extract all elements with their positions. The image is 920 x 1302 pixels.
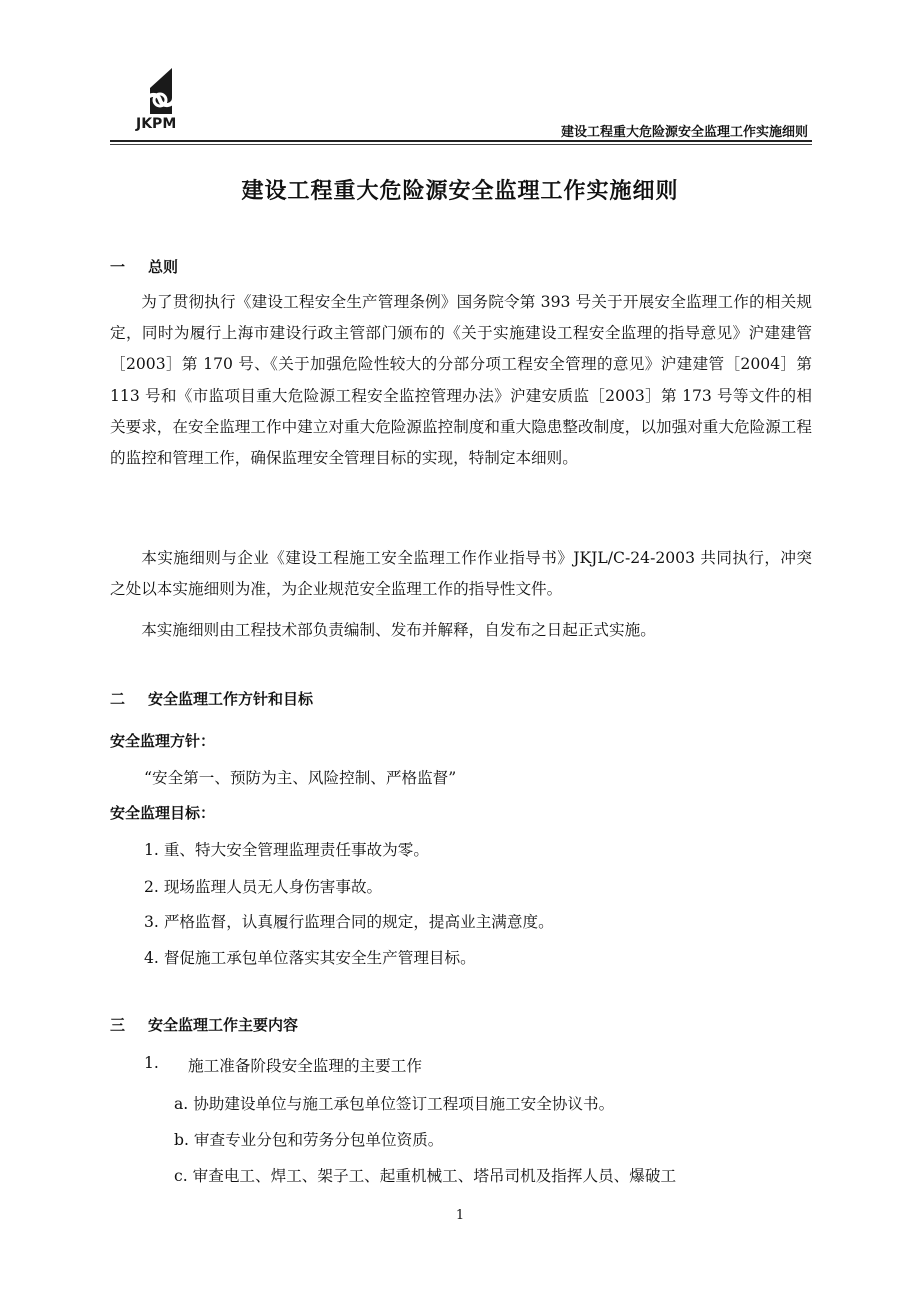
goal-item: 1. 重、特大安全管理监理责任事故为零。 xyxy=(144,841,429,859)
sub-item: c. 审查电工、焊工、架子工、起重机械工、塔吊司机及指挥人员、爆破工 xyxy=(174,1167,677,1185)
goal-item: 2. 现场监理人员无人身伤害事故。 xyxy=(144,878,383,896)
goals-label: 安全监理目标： xyxy=(110,804,216,822)
policy-text: “安全第一、预防为主、风险控制、严格监督” xyxy=(144,769,457,787)
section-1-paragraph-3: 本实施细则由工程技术部负责编制、发布并解释，自发布之日起正式实施。 xyxy=(141,621,656,639)
sub-item: b. 审查专业分包和劳务分包单位资质。 xyxy=(174,1131,444,1149)
section-2-title: 安全监理工作方针和目标 xyxy=(148,690,314,708)
section-1-title: 总则 xyxy=(148,258,179,276)
section-2-number: 二 xyxy=(110,690,126,708)
sub-item: a. 协助建设单位与施工承包单位签订工程项目施工安全协议书。 xyxy=(174,1095,615,1113)
header-rule-thin xyxy=(110,144,812,145)
section-1-paragraph-1: 为了贯彻执行《建设工程安全生产管理条例》国务院令第 393 号关于开展安全监理工作的相关规定，同时为履行上海市建设行政主管部门颁布的《关于实施建设工程安全监理的指导意见》沪建建管［2003］第 170 号、《关于加强危险性较大的分部分项工程安全管理的意见》沪建建管［2004］第 113 号和《市监项目重大危险源工程安全监控管理办法》沪建安质监［2003］第 173 号等文件的相关要求，在安全监理工作中建立对重大危险源监控制度和重大隐患整改制度，以加强对重大危险源工程的监控和管理工作，确保监理安全管理目标的实现，特制定本细则。 xyxy=(110,293,812,468)
item-1-number: 1. xyxy=(144,1054,159,1072)
logo-text: JKPM xyxy=(136,116,177,132)
section-3-heading xyxy=(110,1014,298,1035)
section-3-title: 安全监理工作主要内容 xyxy=(148,1016,299,1034)
item-1-text: 施工准备阶段安全监理的主要工作 xyxy=(188,1057,422,1075)
header-rule xyxy=(110,140,812,142)
document-title: 建设工程重大危险源安全监理工作实施细则 xyxy=(241,179,679,204)
goal-item: 3. 严格监督，认真履行监理合同的规定，提高业主满意度。 xyxy=(144,913,554,931)
policy-label: 安全监理方针： xyxy=(110,732,216,750)
section-3-number: 三 xyxy=(110,1016,126,1034)
running-header-title: 建设工程重大危险源安全监理工作实施细则 xyxy=(560,125,808,140)
section-1-paragraph-2: 本实施细则与企业《建设工程施工安全监理工作作业指导书》JKJL/C-24-2003 共同执行，冲突之处以本实施细则为准，为企业规范安全监理工作的指导性文件。 xyxy=(110,549,812,599)
section-2-heading xyxy=(110,688,313,709)
section-1-number: 一 xyxy=(110,258,126,276)
section-1-heading xyxy=(110,256,178,277)
goal-item: 4. 督促施工承包单位落实其安全生产管理目标。 xyxy=(144,949,476,967)
page-number: 1 xyxy=(455,1208,465,1223)
